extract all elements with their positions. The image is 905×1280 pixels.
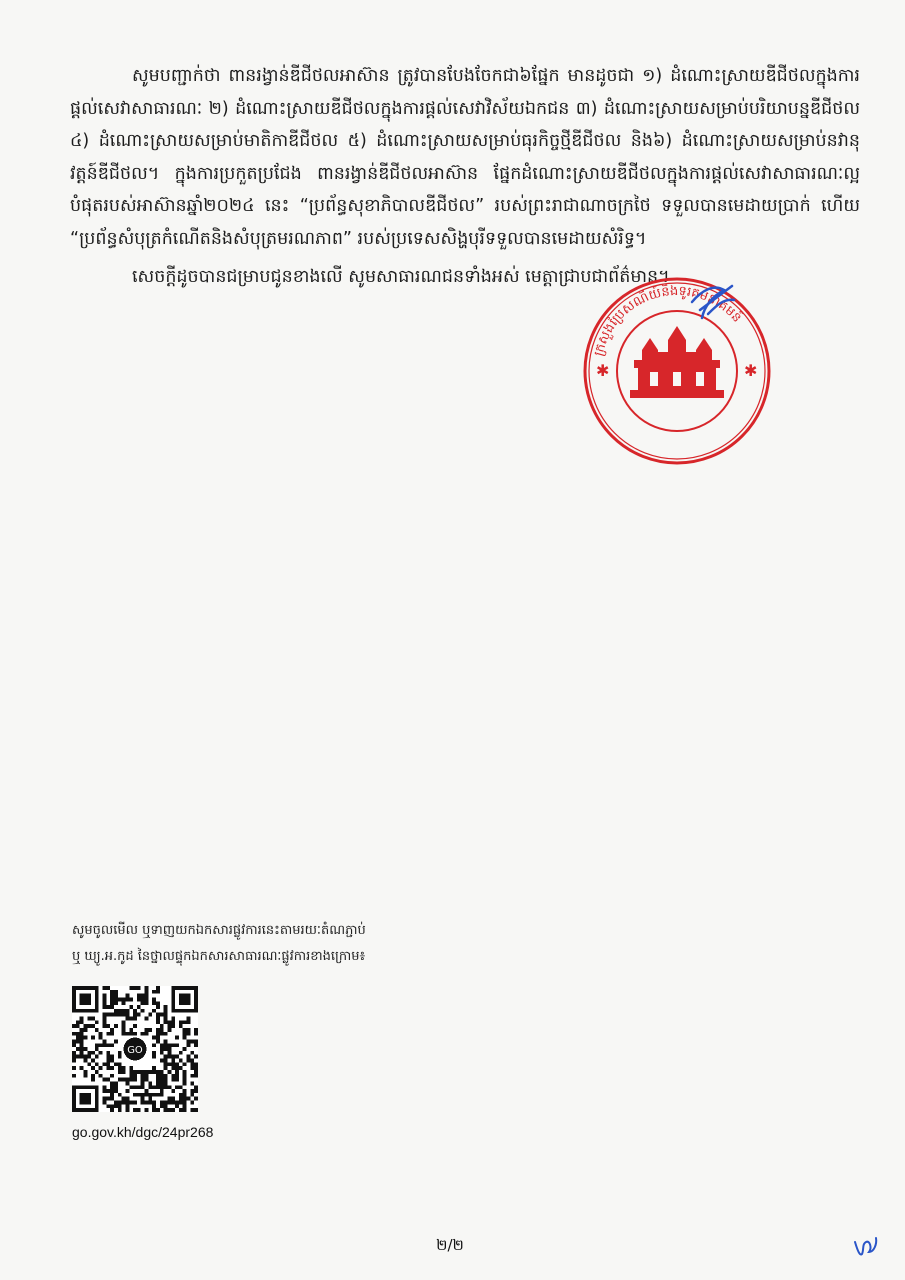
svg-text:✱: ✱	[744, 361, 758, 380]
footer-note-line2: ឬ ឃ្យូ.អ.កូដ នៃថ្នាលផ្ទុកឯកសារសាធារណៈផ្លូវការខាងក្រោម៖	[72, 949, 366, 964]
short-link[interactable]: go.gov.kh/dgc/24pr268	[72, 1124, 214, 1140]
footer-note	[72, 918, 432, 970]
official-seal	[582, 276, 772, 466]
page-number: ២/២	[436, 1236, 464, 1254]
initials-mark	[852, 1234, 882, 1260]
svg-text:✱: ✱	[596, 361, 610, 380]
angkor-temple-icon	[630, 326, 724, 398]
paragraph-award-categories: សូមបញ្ជាក់ថា ពានរង្វាន់ឌីជីថលអាស៊ាន ត្រូវបានបែងចែកជា៦ផ្នែក មានដូចជា ១) ដំណោះស្រាយឌីជីថលក្នុងការផ្តល់សេវាសាធារណៈ ២) ដំណោះស្រាយឌីជីថលក្នុងការផ្តល់សេវាវិស័យឯកជន ៣) ដំណោះស្រាយសម្រាប់បរិយាបន្នឌីជីថល ៤) ដំណោះស្រាយសម្រាប់មាតិកាឌីជីថល ៥) ដំណោះស្រាយសម្រាប់ធុរកិច្ចថ្មីឌីជីថល និង៦) ដំណោះស្រាយសម្រាប់នវានុវត្តន៍ឌីជីថល។ ក្នុងការប្រកួតប្រជែង ពានរង្វាន់ឌីជីថលអាស៊ាន ផ្នែកដំណោះស្រាយឌីជីថលក្នុងការផ្តល់សេវាសាធារណៈល្អបំផុតរបស់អាស៊ានឆ្នាំ២០២៤ នេះ “ប្រព័ន្ធសុខាភិបាលឌីជីថល” របស់ព្រះរាជាណាចក្រថៃ ទទួលបានមេដាយប្រាក់ ហើយ “ប្រព័ន្ធសំបុត្រកំណើតនិងសំបុត្រមរណភាព” របស់ប្រទេសសិង្ហបុរីទទួលបានមេដាយសំរិទ្ធ។	[70, 66, 860, 249]
paragraph-closing: សេចក្តីដូចបានជម្រាបជូនខាងលើ សូមសាធារណជនទាំងអស់ មេត្តាជ្រាបជាព័ត៌មាន។	[132, 267, 670, 287]
seal-ring-text: ក្រសួងប្រៃសណីយ៍និងទូរគមនាគមន៍	[591, 283, 745, 358]
qr-code-icon[interactable]	[72, 986, 198, 1112]
footer-note-line1: សូមចូលមើល ឬទាញយកឯកសារផ្លូវការនេះតាមរយៈតំណភ្ជាប់	[72, 923, 366, 938]
document-body	[70, 60, 860, 294]
svg-text:GO: GO	[127, 1045, 143, 1057]
